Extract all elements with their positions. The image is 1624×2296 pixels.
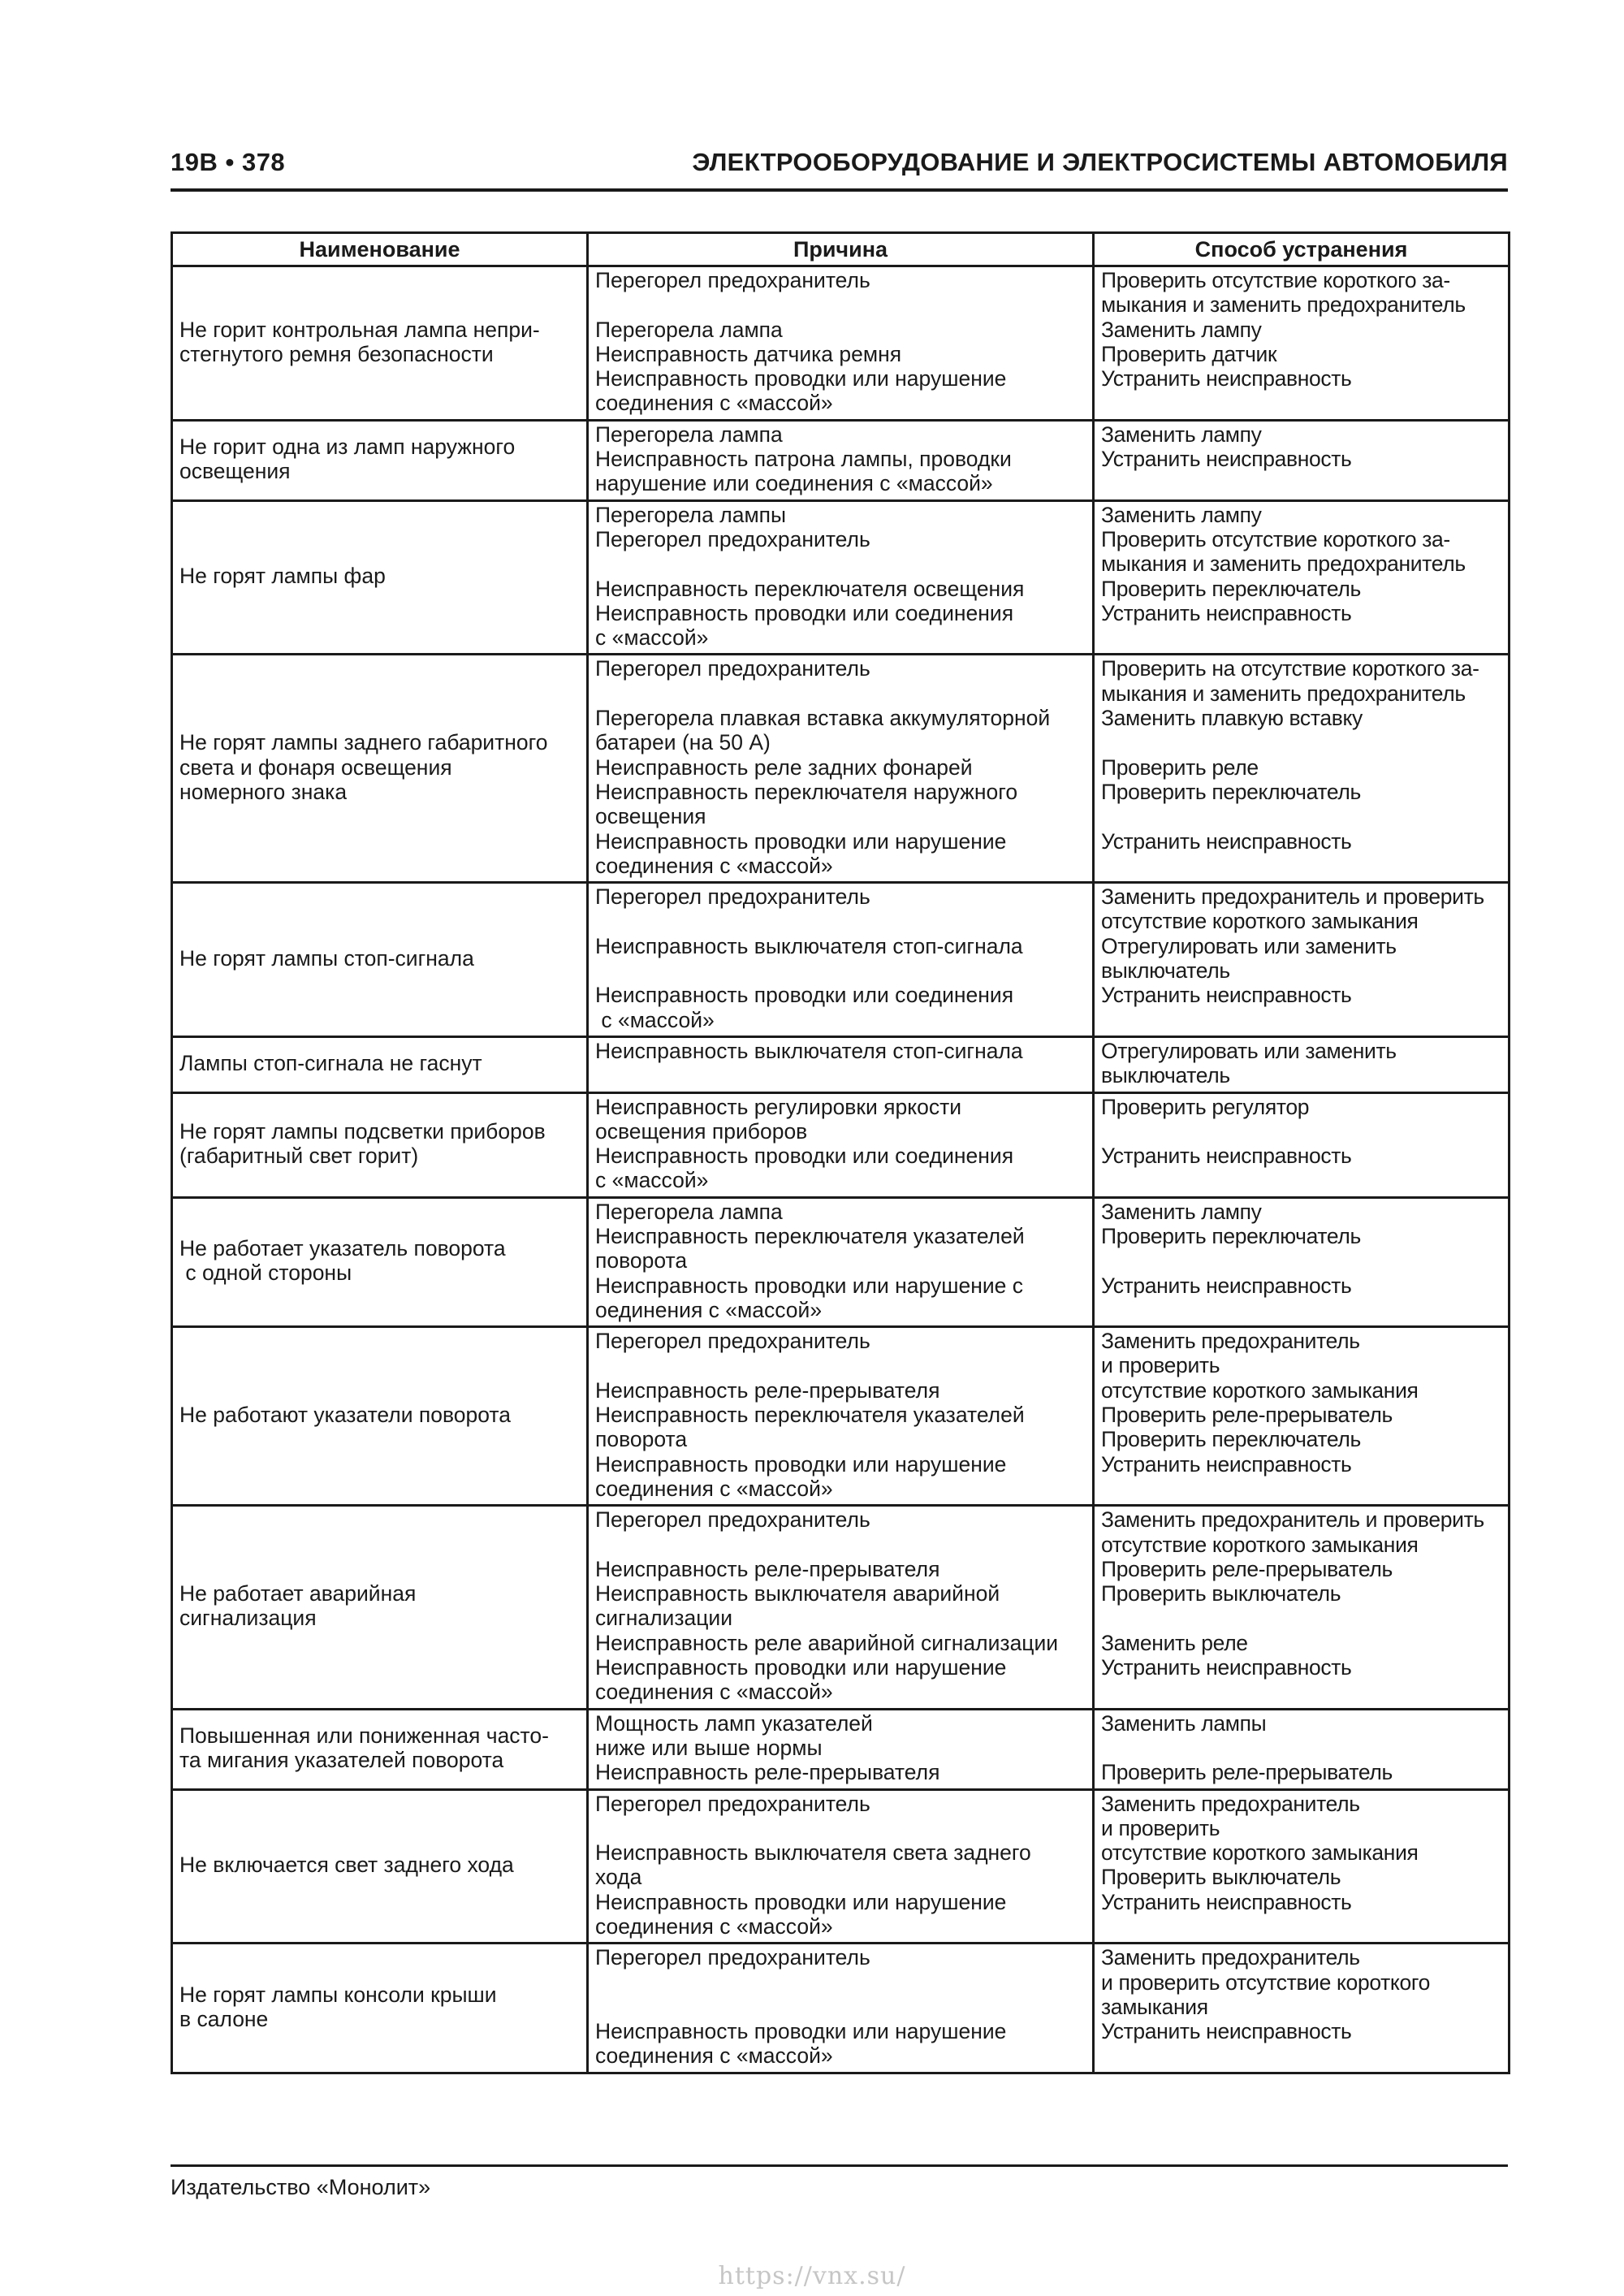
remedy-line: мыкания и заменить предохранитель [1101, 681, 1466, 706]
remedy-cell [1094, 266, 1510, 421]
cause-line: Неисправность проводки или нарушение с [595, 1273, 1024, 1298]
cause-line [595, 1533, 1087, 1557]
remedy-cell [1094, 1092, 1510, 1197]
remedy-line: Устранить неисправность [1101, 1273, 1352, 1298]
remedy-line [1101, 1736, 1503, 1760]
remedy-line: Проверить датчик [1101, 341, 1277, 366]
column-header-name: Наименование [172, 233, 588, 266]
remedy-cell [1094, 1197, 1510, 1326]
cause-line: Неисправность реле-прерывателя [595, 1556, 940, 1581]
fault-name-cell [172, 420, 588, 500]
remedy-line: и проверить отсутствие короткого [1101, 1970, 1430, 1995]
remedy-cell [1094, 1327, 1510, 1506]
fault-name-line: Не горит контрольная лампа непри- [179, 317, 540, 342]
cause-line: Неисправность реле-прерывателя [595, 1377, 940, 1403]
remedy-line: отсутствие короткого замыкания [1101, 909, 1419, 934]
remedy-cell [1094, 420, 1510, 500]
remedy-line: Устранить неисправность [1101, 447, 1352, 472]
fault-name-line: Не включается свет заднего хода [179, 1853, 514, 1878]
cause-line: Неисправность реле задних фонарей [595, 755, 973, 780]
fault-name-line: Не горят лампы заднего габаритного [179, 730, 548, 755]
remedy-line: Проверить отсутствие короткого за- [1101, 526, 1450, 551]
cause-cell [588, 655, 1094, 883]
fault-name-line: с одной стороны [179, 1260, 352, 1286]
remedy-line: Проверить переключатель [1101, 576, 1361, 601]
fault-name-line: Не горят лампы стоп-сигнала [179, 945, 474, 971]
remedy-line: Устранить неисправность [1101, 983, 1352, 1008]
remedy-line: Отрегулировать или заменить [1101, 1038, 1397, 1063]
remedy-line: Устранить неисправность [1101, 1144, 1352, 1169]
remedy-line: Устранить неисправность [1101, 1889, 1352, 1914]
cause-line: поворота [595, 1248, 688, 1273]
fault-name-cell [172, 1709, 588, 1789]
cause-line: нарушение или соединения с «массой» [595, 471, 993, 496]
fault-name-line: света и фонаря освещения [179, 755, 452, 780]
fault-name-cell [172, 1506, 588, 1709]
fault-name-line: Лампы стоп-сигнала не гаснут [179, 1051, 482, 1076]
cause-cell [588, 1327, 1094, 1506]
cause-line: освещения [595, 804, 706, 829]
cause-line: Перегорел предохранитель [595, 1945, 870, 1970]
fault-name-cell [172, 500, 588, 655]
publisher-label: Издательство «Монолит» [171, 2175, 431, 2199]
remedy-line: и проверить [1101, 1353, 1220, 1378]
table-row [172, 655, 1510, 883]
remedy-line: Отрегулировать или заменить [1101, 933, 1397, 958]
remedy-line: Заменить предохранитель и проверить [1101, 884, 1484, 910]
table-row [172, 420, 1510, 500]
remedy-cell [1094, 1944, 1510, 2073]
remedy-line: отсутствие короткого замыкания [1101, 1377, 1419, 1403]
cause-line: Неисправность проводки или нарушение [595, 828, 1007, 854]
remedy-line: Заменить предохранитель [1101, 1329, 1360, 1354]
cause-line: Неисправность проводки или соединения [595, 1144, 1014, 1169]
cause-line: соединения с «массой» [595, 1476, 833, 1501]
cause-line: Неисправность переключателя освещения [595, 576, 1025, 601]
fault-name-cell [172, 1197, 588, 1326]
cause-line: оединения с «массой» [595, 1297, 823, 1322]
cause-line [595, 1995, 1087, 2019]
remedy-line: Устранить неисправность [1101, 2019, 1352, 2044]
fault-name-line: освещения [179, 459, 291, 484]
fault-name-cell [172, 655, 588, 883]
remedy-cell [1094, 655, 1510, 883]
cause-line: поворота [595, 1427, 688, 1452]
remedy-line: Проверить переключатель [1101, 779, 1361, 804]
chapter-title: ЭЛЕКТРООБОРУДОВАНИЕ И ЭЛЕКТРОСИСТЕМЫ АВТОМОБИЛЯ [692, 148, 1508, 176]
remedy-line: выключатель [1101, 1063, 1230, 1088]
remedy-line: Проверить реле-прерыватель [1101, 1760, 1393, 1785]
remedy-line: замыкания [1101, 1994, 1208, 2019]
cause-line: соединения с «массой» [595, 853, 833, 878]
watermark-url[interactable]: https://vnx.su/ [718, 2262, 906, 2290]
remedy-line: Проверить реле [1101, 755, 1259, 780]
cause-line: Неисправность выключателя аварийной [595, 1581, 1000, 1606]
cause-line: Неисправность реле аварийной сигнализации [595, 1630, 1059, 1655]
cause-line: Неисправность проводки или нарушение [595, 1889, 1007, 1914]
table-row [172, 1327, 1510, 1506]
cause-line: батареи (на 50 А) [595, 730, 771, 755]
remedy-line: Проверить выключатель [1101, 1865, 1341, 1890]
column-header-cause: Причина [588, 233, 1094, 266]
remedy-line: Заменить плавкую вставку [1101, 706, 1363, 731]
cause-line: Неисправность выключателя стоп-сигнала [595, 933, 1023, 958]
cause-cell [588, 1709, 1094, 1789]
fault-name-cell [172, 1789, 588, 1944]
cause-cell [588, 883, 1094, 1037]
cause-line: соединения с «массой» [595, 1914, 833, 1939]
fault-name-line: в салоне [179, 2007, 269, 2032]
cause-line: ниже или выше нормы [595, 1735, 823, 1760]
page-number: 19В • 378 [171, 148, 286, 176]
fault-name-line: сигнализация [179, 1606, 317, 1631]
cause-line: Неисправность переключателя указателей [595, 1403, 1025, 1428]
remedy-line: Устранить неисправность [1101, 828, 1352, 854]
cause-line: Неисправность выключателя света заднего [595, 1840, 1031, 1866]
footer-divider [171, 2164, 1508, 2167]
fault-name-line: Не горят лампы фар [179, 564, 386, 589]
cause-line: Перегорел предохранитель [595, 656, 870, 681]
table-row [172, 500, 1510, 655]
remedy-line [1101, 1606, 1503, 1630]
cause-line: Неисправность выключателя стоп-сигнала [595, 1038, 1023, 1063]
cause-line: Мощность ламп указателей [595, 1710, 873, 1736]
cause-cell [588, 266, 1094, 421]
cause-line: соединения с «массой» [595, 1680, 833, 1705]
remedy-line: и проверить [1101, 1815, 1220, 1840]
table-row [172, 1036, 1510, 1092]
remedy-line: Устранить неисправность [1101, 1655, 1352, 1680]
cause-cell [588, 1197, 1094, 1326]
table-header-row [172, 233, 1510, 266]
cause-line: Неисправность проводки или нарушение [595, 2019, 1007, 2044]
remedy-cell [1094, 1036, 1510, 1092]
cause-line [595, 292, 1087, 317]
fault-name-cell [172, 1092, 588, 1197]
remedy-line: Заменить лампу [1101, 502, 1262, 527]
cause-line: Перегорела лампа [595, 422, 783, 447]
remedy-line: отсутствие короткого замыкания [1101, 1840, 1419, 1866]
table-row [172, 883, 1510, 1037]
remedy-cell [1094, 1506, 1510, 1709]
remedy-cell [1094, 1709, 1510, 1789]
cause-line: соединения с «массой» [595, 2043, 833, 2069]
cause-cell [588, 500, 1094, 655]
cause-line: Неисправность датчика ремня [595, 341, 902, 366]
remedy-line: отсутствие короткого замыкания [1101, 1532, 1419, 1557]
cause-line: Перегорел предохранитель [595, 268, 870, 292]
table-row [172, 1197, 1510, 1326]
fault-name-cell [172, 1944, 588, 2073]
cause-line: Перегорел предохранитель [595, 884, 870, 910]
cause-line: с «массой» [595, 1007, 715, 1032]
remedy-line: выключатель [1101, 958, 1230, 984]
cause-line [595, 1970, 1087, 1995]
remedy-line: Проверить переключатель [1101, 1427, 1361, 1452]
remedy-line: Проверить регулятор [1101, 1094, 1310, 1119]
fault-name-line: та мигания указателей поворота [179, 1748, 504, 1773]
table-row [172, 1944, 1510, 2073]
fault-name-line: Не работает указатель поворота [179, 1236, 506, 1261]
cause-line: Неисправность регулировки яркости [595, 1094, 962, 1119]
remedy-line: Проверить реле-прерыватель [1101, 1403, 1393, 1428]
remedy-line: Заменить лампу [1101, 317, 1262, 342]
cause-line: Перегорела лампы [595, 502, 787, 527]
cause-line: освещения приборов [595, 1118, 808, 1144]
cause-line [595, 1353, 1087, 1377]
remedy-line: Проверить на отсутствие короткого за- [1101, 656, 1479, 681]
cause-line: Неисправность переключателя указателей [595, 1223, 1025, 1248]
remedy-cell [1094, 500, 1510, 655]
remedy-line: Заменить лампу [1101, 1199, 1262, 1224]
remedy-line: мыкания и заменить предохранитель [1101, 551, 1466, 577]
header-divider [171, 188, 1508, 192]
cause-line [595, 958, 1087, 983]
cause-cell [588, 1944, 1094, 2073]
cause-line [595, 551, 1087, 576]
cause-cell [588, 420, 1094, 500]
cause-cell [588, 1506, 1094, 1709]
cause-line: соединения с «массой» [595, 391, 833, 416]
remedy-line [1101, 804, 1503, 828]
fault-name-line: Не горит одна из ламп наружного [179, 434, 516, 459]
remedy-line: мыкания и заменить предохранитель [1101, 292, 1466, 318]
fault-name-cell [172, 1036, 588, 1092]
fault-name-line: Не горят лампы консоли крыши [179, 1982, 497, 2007]
fault-name-cell [172, 266, 588, 421]
cause-line: Неисправность переключателя наружного [595, 779, 1018, 804]
remedy-line: Заменить реле [1101, 1630, 1248, 1655]
cause-line: Перегорел предохранитель [595, 1507, 870, 1533]
fault-name-line: Не работают указатели поворота [179, 1403, 511, 1428]
fault-name-line: стегнутого ремня безопасности [179, 341, 494, 366]
remedy-line: Устранить неисправность [1101, 366, 1352, 391]
table-row [172, 1506, 1510, 1709]
table-row [172, 1092, 1510, 1197]
remedy-cell [1094, 883, 1510, 1037]
remedy-line: Заменить предохранитель [1101, 1791, 1360, 1816]
cause-line: Перегорел предохранитель [595, 526, 870, 551]
fault-name-line: (габаритный свет горит) [179, 1144, 419, 1169]
cause-line: Неисправность проводки или соединения [595, 983, 1014, 1008]
column-header-remedy: Способ устранения [1094, 233, 1510, 266]
fault-name-line: Не горят лампы подсветки приборов [179, 1118, 546, 1144]
cause-cell [588, 1789, 1094, 1944]
remedy-line [1101, 730, 1503, 755]
cause-line [595, 681, 1087, 706]
cause-cell [588, 1036, 1094, 1092]
fault-name-cell [172, 1327, 588, 1506]
cause-line: Перегорела плавкая вставка аккумуляторной [595, 706, 1051, 731]
cause-line: сигнализации [595, 1606, 733, 1631]
cause-line: с «массой» [595, 1168, 709, 1193]
cause-line: Неисправность проводки или нарушение [595, 1451, 1007, 1477]
remedy-line: Устранить неисправность [1101, 1451, 1352, 1477]
remedy-line: Заменить предохранитель и проверить [1101, 1507, 1484, 1533]
cause-line: хода [595, 1865, 642, 1890]
remedy-line: Устранить неисправность [1101, 600, 1352, 625]
remedy-line: Заменить лампы [1101, 1710, 1267, 1736]
fault-name-line: Не работает аварийная [179, 1581, 417, 1606]
cause-line: с «массой» [595, 625, 709, 651]
cause-line: Неисправность проводки или нарушение [595, 366, 1007, 391]
cause-line: Неисправность реле-прерывателя [595, 1760, 940, 1785]
remedy-line: Заменить лампу [1101, 422, 1262, 447]
cause-line: Перегорел предохранитель [595, 1329, 870, 1354]
table-row [172, 1709, 1510, 1789]
cause-line: Неисправность патрона лампы, проводки [595, 447, 1012, 472]
cause-line [595, 1816, 1087, 1840]
fault-name-line: номерного знака [179, 779, 348, 804]
remedy-line: Проверить выключатель [1101, 1581, 1341, 1606]
remedy-line: Проверить реле-прерыватель [1101, 1556, 1393, 1581]
cause-line: Перегорела лампа [595, 1199, 783, 1224]
cause-line: Неисправность проводки или нарушение [595, 1655, 1007, 1680]
table-row [172, 266, 1510, 421]
cause-line: Перегорел предохранитель [595, 1791, 870, 1816]
remedy-line [1101, 1119, 1503, 1144]
remedy-cell [1094, 1789, 1510, 1944]
cause-cell [588, 1092, 1094, 1197]
troubleshooting-table [171, 231, 1508, 2074]
fault-name-cell [172, 883, 588, 1037]
cause-line [595, 909, 1087, 933]
remedy-line: Заменить предохранитель [1101, 1945, 1360, 1970]
table-row [172, 1789, 1510, 1944]
cause-line: Неисправность проводки или соединения [595, 600, 1014, 625]
remedy-line: Проверить переключатель [1101, 1223, 1361, 1248]
cause-line: Перегорела лампа [595, 317, 783, 342]
remedy-line: Проверить отсутствие короткого за- [1101, 268, 1450, 292]
remedy-line [1101, 1248, 1503, 1273]
fault-name-line: Повышенная или пониженная часто- [179, 1723, 549, 1748]
table-body [172, 266, 1510, 2073]
